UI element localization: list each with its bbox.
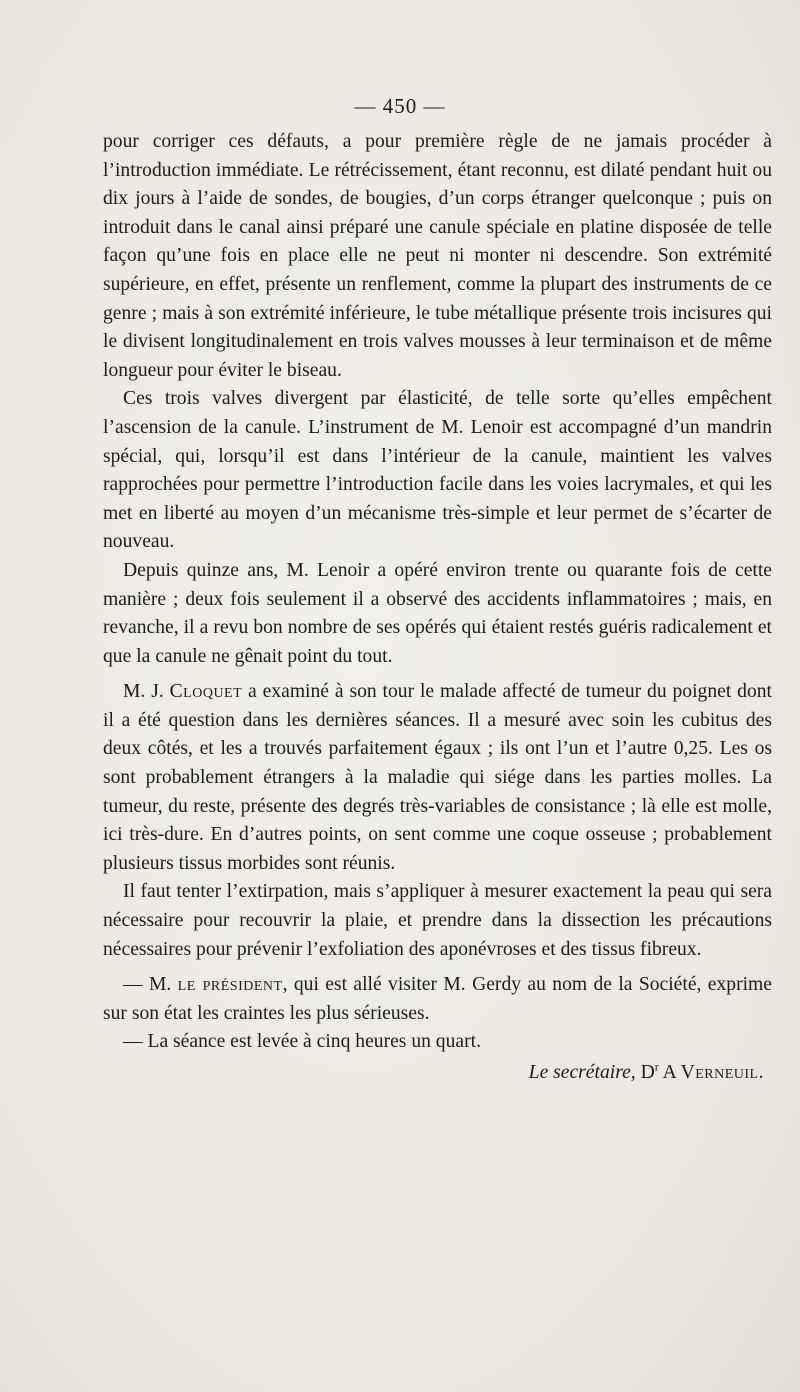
paragraph-6 <box>103 971 772 1028</box>
signature-title: D <box>640 1062 655 1083</box>
paragraph-1: pour corriger ces défauts, a pour première règle de ne jamais procéder à l’introduction immédiate. Le rétrécissement, étant reconnu, est dilaté pendant huit ou dix jours à l’aide de sondes, de bougies, d’un corps étranger quelconque ; puis on introduit dans le canal ainsi préparé une canule spéciale en platine disposée de telle façon qu’une fois en place elle ne peut ni monter ni descendre. Son extrémité supérieure, en effet, présente un renflement, comme la plupart des instruments de ce genre ; mais à son extrémité inférieure, le tube métallique présente trois incisures qui le divisent longitudinalement en trois valves mousses à leur terminaison et de même longueur pour éviter le biseau. <box>103 131 772 381</box>
signature-initial: A <box>662 1062 676 1083</box>
paragraph-6-text: , qui est allé visiter M. Gerdy au nom de la Société, exprime sur son état les craintes les plus sérieuses. <box>103 974 772 1024</box>
paragraph-3: Depuis quinze ans, M. Lenoir a opéré environ trente ou quarante fois de cette manière ; deux fois seulement il a observé des accidents inflammatoires ; mais, en revanche, il a revu bon nombre de ses opérés qui étaient restés guéris radicalement et que la canule ne gênait point du tout. <box>103 559 772 667</box>
signature <box>103 1059 772 1088</box>
speaker-prefix: — M. <box>123 974 178 996</box>
speaker-prefix: M. J. <box>123 681 170 703</box>
paragraph-4 <box>103 678 772 878</box>
paragraph-2: Ces trois valves divergent par élasticité, de telle sorte qu’elles empêchent l’ascension de la canule. L’instrument de M. Lenoir est accompagné d’un mandrin spécial, qui, lorsqu’il est dans l’intérieur de la canule, maintient les valves rapprochées pour permettre l’introduction facile dans les voies lacrymales, et qui les met en liberté au moyen d’un mécanisme très-simple et leur permet de s’écarter de nouveau. <box>103 388 772 553</box>
signature-name: Verneuil. <box>680 1062 764 1083</box>
speaker-name: Cloquet <box>169 681 243 703</box>
paragraph-7: — La séance est levée à cinq heures un quart. <box>123 1031 481 1053</box>
paragraph-5: Il faut tenter l’extirpation, mais s’appliquer à mesurer exactement la peau qui sera nécessaire pour recouvrir la plaie, et prendre dans la dissection les précautions nécessaires pour prévenir l’exfoliation des aponévroses et des tissus fibreux. <box>103 881 772 960</box>
body-text <box>103 128 772 1088</box>
speaker-name: le président <box>177 974 283 996</box>
page-number: — 450 — <box>354 94 446 118</box>
signature-title-sup: r <box>654 1059 659 1074</box>
signature-role: Le secrétaire, <box>528 1062 636 1083</box>
paragraph-4-text: a examiné à son tour le malade affecté de tumeur du poignet dont il a été question dans les dernières séances. Il a mesuré avec soin les cubitus des deux côtés, et les a trouvés parfaitement égaux ; ils ont l’un et l’autre 0,25. Les os sont probablement étrangers à la maladie qui siége dans les parties molles. La tumeur, du reste, présente des degrés très-variables de consistance ; là elle est molle, ici très-dure. En d’autres points, on sent comme une coque osseuse ; probablement plusieurs tissus morbides sont réunis. <box>103 681 772 874</box>
